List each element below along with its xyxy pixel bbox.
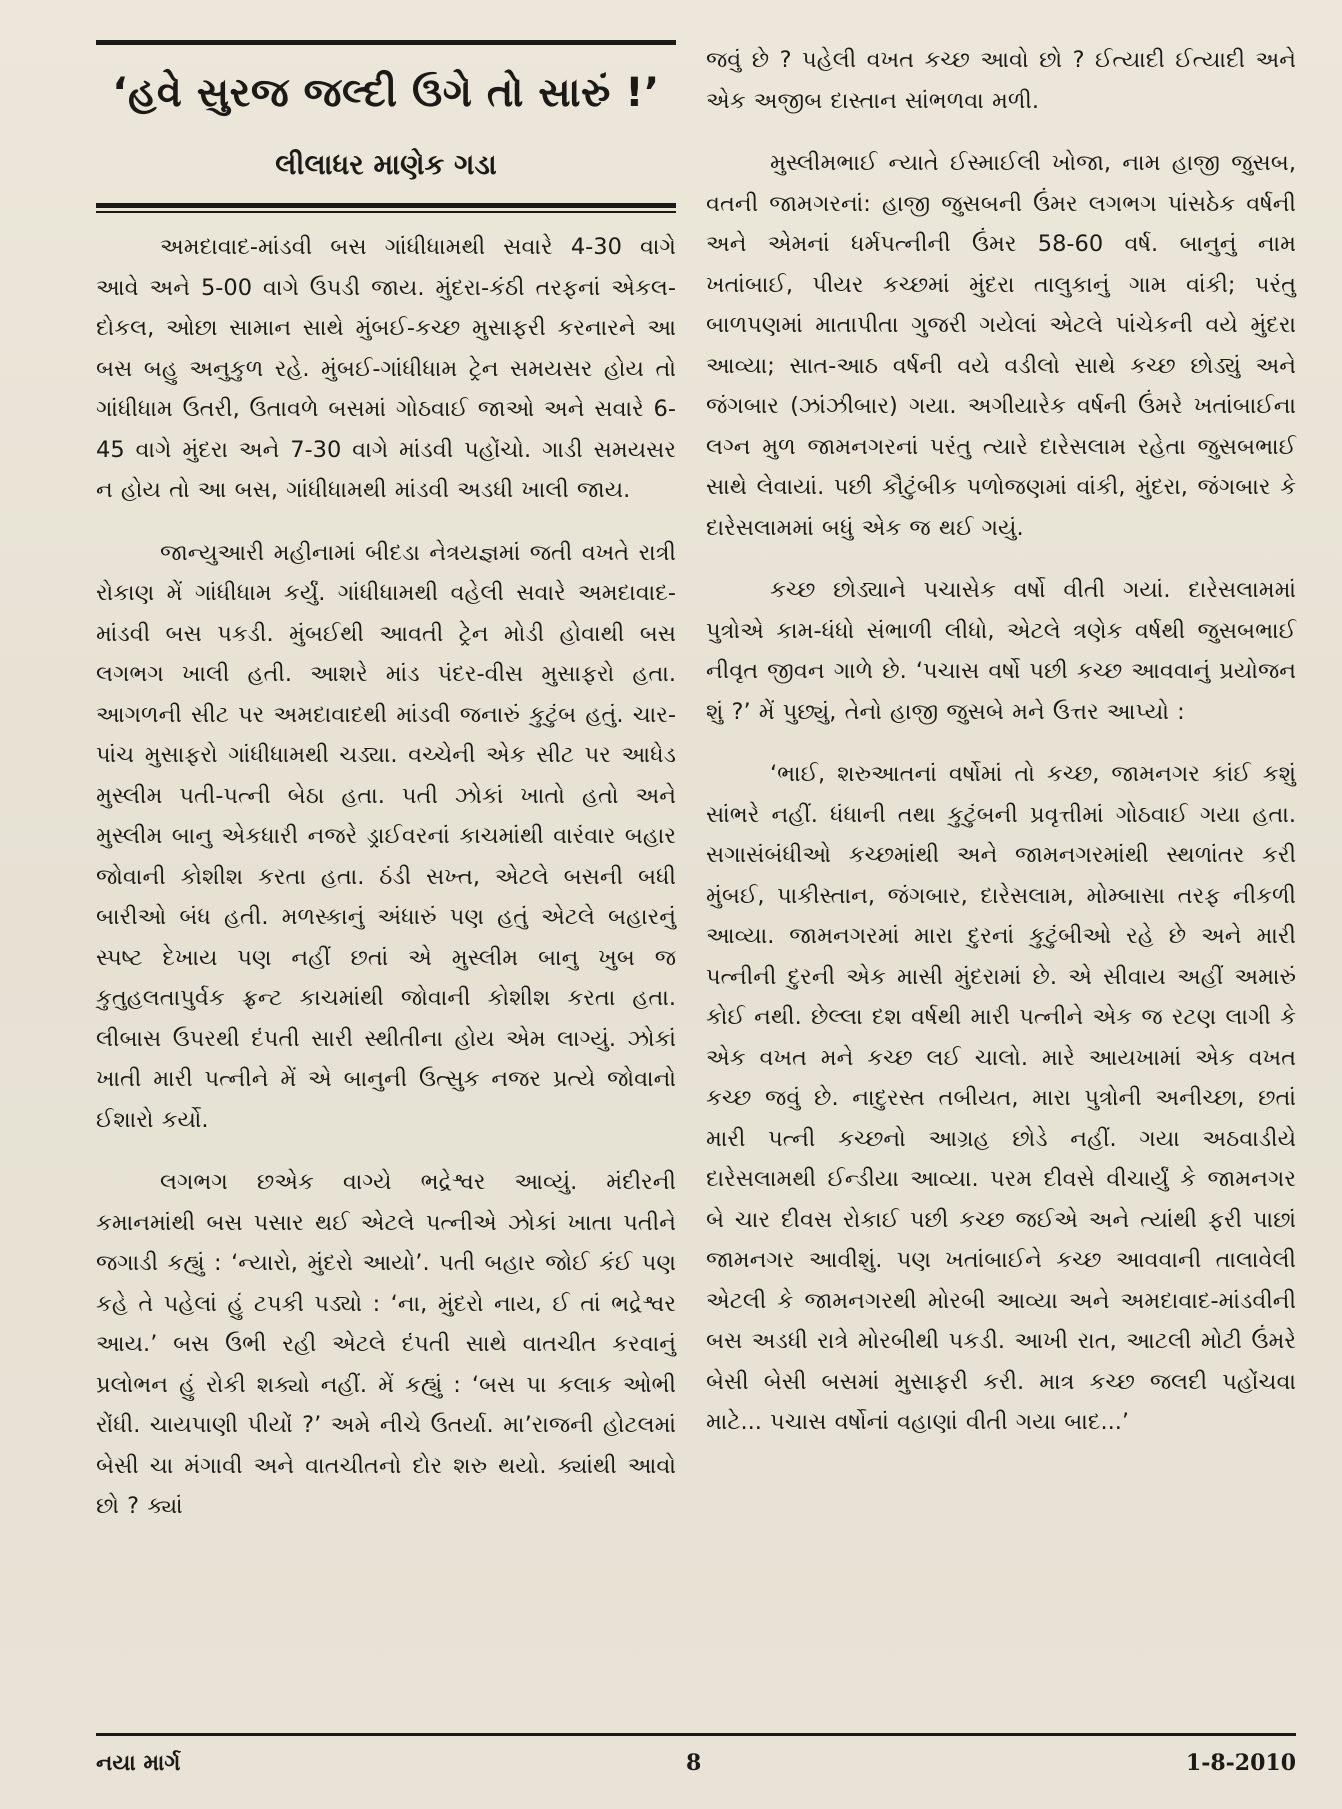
issue-date: 1-8-2010 [1185,1750,1296,1776]
title-bottom-rule-thin [96,211,676,213]
paragraph: લગભગ છએક વાગ્યે ભદ્રેશ્વર આવ્યું. મંદીરની કમાનમાંથી બસ પસાર થઈ એટલે પત્નીએ ઝોકાં ખાતા પતીને જગાડી કહ્યું : ‘ન્યારો, મુંદરો આયો’. પતી બહાર જોઈ કંઈ પણ કહે તે પહેલાં હું ટપકી પડ્યો : ‘ના, મુંદરો નાય, ઈ તાં ભદ્રેશ્વર આય.’ બસ ઉભી રહી એટલે દંપતી સાથે વાતચીત કરવાનું પ્રલોભન હું રોકી શક્યો નહીં. મેં કહ્યું : ‘બસ પા કલાક ઓભી રોંધી. ચાયપાણી પીયોં ?’ અમે નીચે ઉતર્યા. મા’રાજની હોટલમાં બેસી ચા મંગાવી અને વાતચીતનો દોર શરુ થયો. ક્યાંથી આવો છો ? ક્યાં [96,1169,676,1519]
paragraph: અમદાવાદ-માંડવી બસ ગાંધીધામથી સવારે 4-30 વાગે આવે અને 5-00 વાગે ઉપડી જાય. મુંદરા-કંઠી તરફનાં એકલ-દોકલ, ઓછા સામાન સાથે મુંબઈ-કચ્છ મુસાફરી કરનારને આ બસ બહુ અનુકુળ રહે. મુંબઈ-ગાંધીધામ ટ્રેન સમયસર હોય તો ગાંધીધામ ઉતરી, ઉતાવળે બસમાં ગોઠવાઈ જાઓ અને સવારે 6-45 વાગે મુંદરા અને 7-30 વાગે માંડવી પહોંચો. ગાડી સમયસર ન હોય તો આ બસ, ગાંધીધામથી માંડવી અડધી ખાલી જાય. [96,234,676,503]
paragraph: જવું છે ? પહેલી વખત કચ્છ આવો છો ? ઈત્યાદી ઈત્યાદી અને એક અજીબ દાસ્તાન સાંભળવા મળી. [706,47,1296,114]
title-block [96,65,676,185]
article-author: લીલાધર માણેક ગડા [275,148,497,181]
page-footer [96,1733,1296,1784]
paragraph: કચ્છ છોડ્યાને પચાસેક વર્ષો વીતી ગયાં. દારેસલામમાં પુત્રોએ કામ-ધંધો સંભાળી લીધો, એટલે ત્રણેક વર્ષથી જુસબભાઈ નીવૃત જીવન ગાળે છે. ‘પચાસ વર્ષો પછી કચ્છ આવવાનું પ્રયોજન શું ?’ મેં પુછ્યું, તેનો હાજી જુસબે મને ઉત્તર આપ્યો : [706,577,1296,725]
publication-name: નયા માર્ગ [96,1750,181,1776]
page-number: 8 [686,1750,702,1776]
title-top-rule [96,40,676,45]
paragraph: જાન્યુઆરી મહીનામાં બીદડા નેત્રયજ્ઞમાં જતી વખતે રાત્રી રોકાણ મેં ગાંધીધામ કર્યું. ગાંધીધામથી વહેલી સવારે અમદાવાદ-માંડવી બસ પકડી. મુંબઈથી આવતી ટ્રેન મોડી હોવાથી બસ લગભગ ખાલી હતી. આશરે માંડ પંદર-વીસ મુસાફરો હતા. આગળની સીટ પર અમદાવાદથી માંડવી જનારું કુટુંબ હતું. ચાર-પાંચ મુસાફરો ગાંધીધામથી ચડ્યા. વચ્ચેની એક સીટ પર આધેડ મુસ્લીમ પતી-પત્ની બેઠા હતા. પતી ઝોકાં ખાતો હતો અને મુસ્લીમ બાનુ એકધારી નજરે ડ્રાઈવરનાં કાચમાંથી વારંવાર બહાર જોવાની કોશીશ કરતા હતા. ઠંડી સખ્ત, એટલે બસની બધી બારીઓ બંધ હતી. મળસ્કાનું અંધારું પણ હતું એટલે બહારનું સ્પષ્ટ દેખાય પણ નહીં છતાં એ મુસ્લીમ બાનુ ખુબ જ કુતુહલતાપુર્વક ફ્રન્ટ કાચમાંથી જોવાની કોશીશ કરતા હતા. લીબાસ ઉપરથી દંપતી સારી સ્થીતીના હોય એમ લાગ્યું. ઝોકાં ખાતી મારી પત્નીને મેં એ બાનુની ઉત્સુક નજર પ્રત્યે જોવાનો ઈશારો કર્યો. [96,539,676,1133]
paragraph: મુસ્લીમભાઈ ન્યાતે ઈસ્માઈલી ખોજા, નામ હાજી જુસબ, વતની જામગરનાં: હાજી જુસબની ઉંમર લગભગ પાંસઠેક વર્ષની અને એમનાં ધર્મપત્નીની ઉંમર 58-60 વર્ષ. બાનુનું નામ ખતાંબાઈ, પીયર કચ્છમાં મુંદરા તાલુકાનું ગામ વાંકી; પરંતુ બાળપણમાં માતાપીતા ગુજરી ગયેલાં એટલે પાંચેકની વયે મુંદરા આવ્યા; સાત-આઠ વર્ષની વયે વડીલો સાથે કચ્છ છોડ્યું અને જંગબાર (ઝાંઝીબાર) ગયા. અગીયારેક વર્ષની ઉંમરે ખતાંબાઈના લગ્ન મુળ જામનગરનાં પરંતુ ત્યારે દારેસલામ રહેતા જુસબભાઈ સાથે લેવાયાં. પછી કૌટુંબીક પળોજણમાં વાંકી, મુંદરા, જંગબાર કે દારેસલામમાં બધું એક જ થઈ ગયું. [706,150,1296,541]
title-bottom-rule [96,203,676,208]
footer-row [96,1750,1296,1784]
left-column [96,40,676,1549]
article-title: ‘હવે સુરજ જલ્દી ઉગે તો સારું !’ [112,70,660,116]
paragraph: ‘ભાઈ, શરુઆતનાં વર્ષોમાં તો કચ્છ, જામનગર કાંઈ કશું સાંભરે નહીં. ધંધાની તથા કુટુંબની પ્રવૃત્તીમાં ગોઠવાઈ ગયા હતા. સગાસંબંધીઓ કચ્છમાંથી અને જામનગરમાંથી સ્થળાંતર કરી મુંબઈ, પાકીસ્તાન, જંગબાર, દારેસલામ, મોમ્બાસા તરફ નીકળી આવ્યા. જામનગરમાં મારા દુરનાં કુટુંબીઓ રહે છે અને મારી પત્નીની દુરની એક માસી મુંદરામાં છે. એ સીવાય અહીં અમારું કોઈ નથી. છેલ્લા દશ વર્ષથી મારી પત્નીને એક જ રટણ લાગી કે એક વખત મને કચ્છ લઈ ચાલો. મારે આયખામાં એક વખત કચ્છ જવું છે. નાદુરસ્ત તબીયત, મારા પુત્રોની અનીચ્છા, છતાં મારી પત્ની કચ્છનો આગ્રહ છોડે નહીં. ગયા અઠવાડીયે દારેસલામથી ઈન્ડીયા આવ્યા. પરમ દીવસે વીચાર્યું કે જામનગર બે ચાર દીવસ રોકાઈ પછી કચ્છ જઈએ અને ત્યાંથી ફરી પાછાં જામનગર આવીશું. પણ ખતાંબાઈને કચ્છ આવવાની તાલાવેલી એટલી કે જામનગરથી મોરબી આવ્યા અને અમદાવાદ-માંડવીની બસ અડધી રાત્રે મોરબીથી પકડી. આખી રાત, આટલી મોટી ઉંમરે બેસી બેસી બસમાં મુસાફરી કરી. માત્ર કચ્છ જલદી પહોંચવા માટે... પચાસ વર્ષોનાં વહાણાં વીતી ગયા બાદ...’ [706,761,1296,1435]
right-column [706,40,1296,1465]
footer-rule [96,1733,1296,1736]
